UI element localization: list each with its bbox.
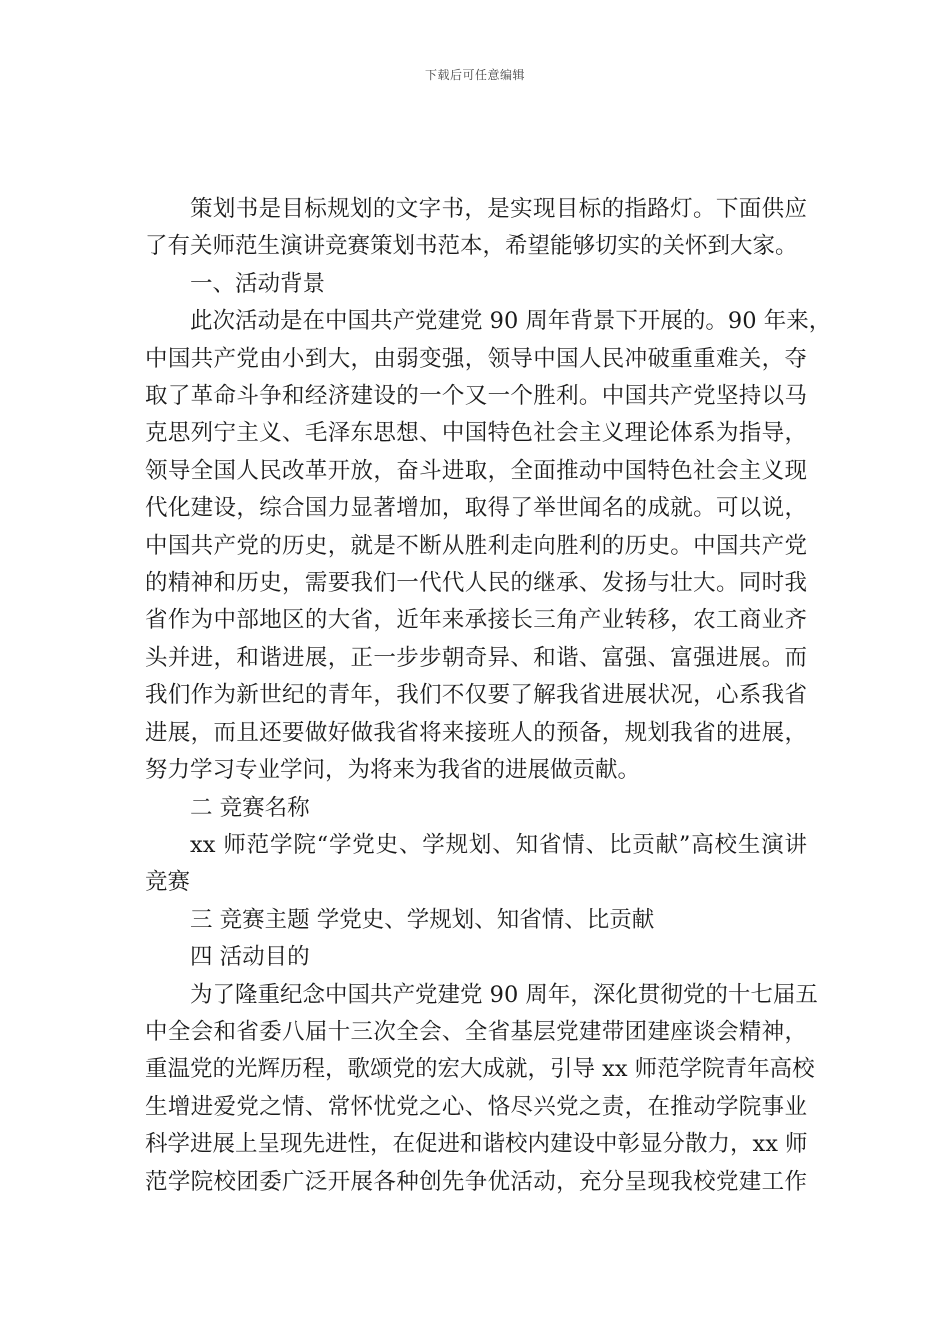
body-line: 科学进展上呈现先进性，在促进和谐校内建设中彰显分散力，xx 师 — [145, 1131, 808, 1158]
body-line: 省作为中部地区的大省，近年来承接长三角产业转移，农工商业齐 — [145, 607, 807, 634]
body-line: 的精神和历史，需要我们一代代人民的继承、发扬与壮大。同时我 — [145, 570, 807, 597]
body-line: 中国共产党由小到大，由弱变强，领导中国人民冲破重重难关，夺 — [145, 345, 807, 372]
section-body-background — [145, 303, 832, 789]
body-line: 领导全国人民改革开放，奋斗进取，全面推动中国特色社会主义现 — [145, 457, 807, 484]
body-line: 进展，而且还要做好做我省将来接班人的预备，规划我省的进展， — [145, 719, 807, 746]
body-line: 中全会和省委八届十三次全会、全省基层党建带团建座谈会精神， — [145, 1018, 807, 1045]
body-line: 重温党的光辉历程，歌颂党的宏大成就，引导 xx 师范学院青年高校 — [145, 1056, 815, 1083]
body-line: 代化建设，综合国力显著增加，取得了举世闻名的成就。可以说， — [145, 495, 807, 522]
body-line: xx 师范学院“学党史、学规划、知省情、比贡献”高校生演讲 — [190, 831, 807, 858]
document-body — [145, 191, 832, 1201]
body-line: 取了革命斗争和经济建设的一个又一个胜利。中国共产党坚持以马 — [145, 383, 807, 410]
intro-line: 策划书是目标规划的文字书，是实现目标的指路灯。下面供应 — [190, 196, 807, 222]
section-heading-theme: 三 竞赛主题 学党史、学规划、知省情、比贡献 — [190, 906, 655, 933]
body-line: 此次活动是在中国共产党建党 90 周年背景下开展的。90 年来， — [190, 308, 832, 335]
section-body-name — [145, 827, 807, 902]
intro-paragraph — [145, 191, 807, 266]
body-line: 生增进爱党之情、常怀忧党之心、恪尽兴党之责，在推动学院事业 — [145, 1093, 807, 1120]
section-body-purpose — [145, 977, 818, 1201]
body-line: 努力学习专业学问，为将来为我省的进展做贡献。 — [145, 757, 641, 784]
section-heading-background: 一、活动背景 — [190, 270, 326, 297]
page-header-note: 下载后可任意编辑 — [424, 68, 525, 82]
section-heading-purpose: 四 活动目的 — [190, 944, 310, 971]
body-line: 竞赛 — [145, 869, 191, 896]
body-line: 中国共产党的历史，就是不断从胜利走向胜利的历史。中国共产党 — [145, 532, 807, 559]
body-line: 克思列宁主义、毛泽东思想、中国特色社会主义理论体系为指导， — [145, 420, 807, 447]
section-heading-name: 二 竞赛名称 — [190, 794, 310, 821]
body-line: 头并进，和谐进展，正一步步朝奇异、和谐、富强、富强进展。而 — [145, 644, 807, 671]
body-line: 为了隆重纪念中国共产党建党 90 周年，深化贯彻党的十七届五 — [190, 981, 818, 1008]
body-line: 范学院校团委广泛开展各种创先争优活动，充分呈现我校党建工作 — [145, 1168, 807, 1195]
intro-line: 了有关师范生演讲竞赛策划书范本，希望能够切实的关怀到大家。 — [145, 233, 798, 260]
body-line: 我们作为新世纪的青年，我们不仅要了解我省进展状况，心系我省 — [145, 682, 807, 709]
